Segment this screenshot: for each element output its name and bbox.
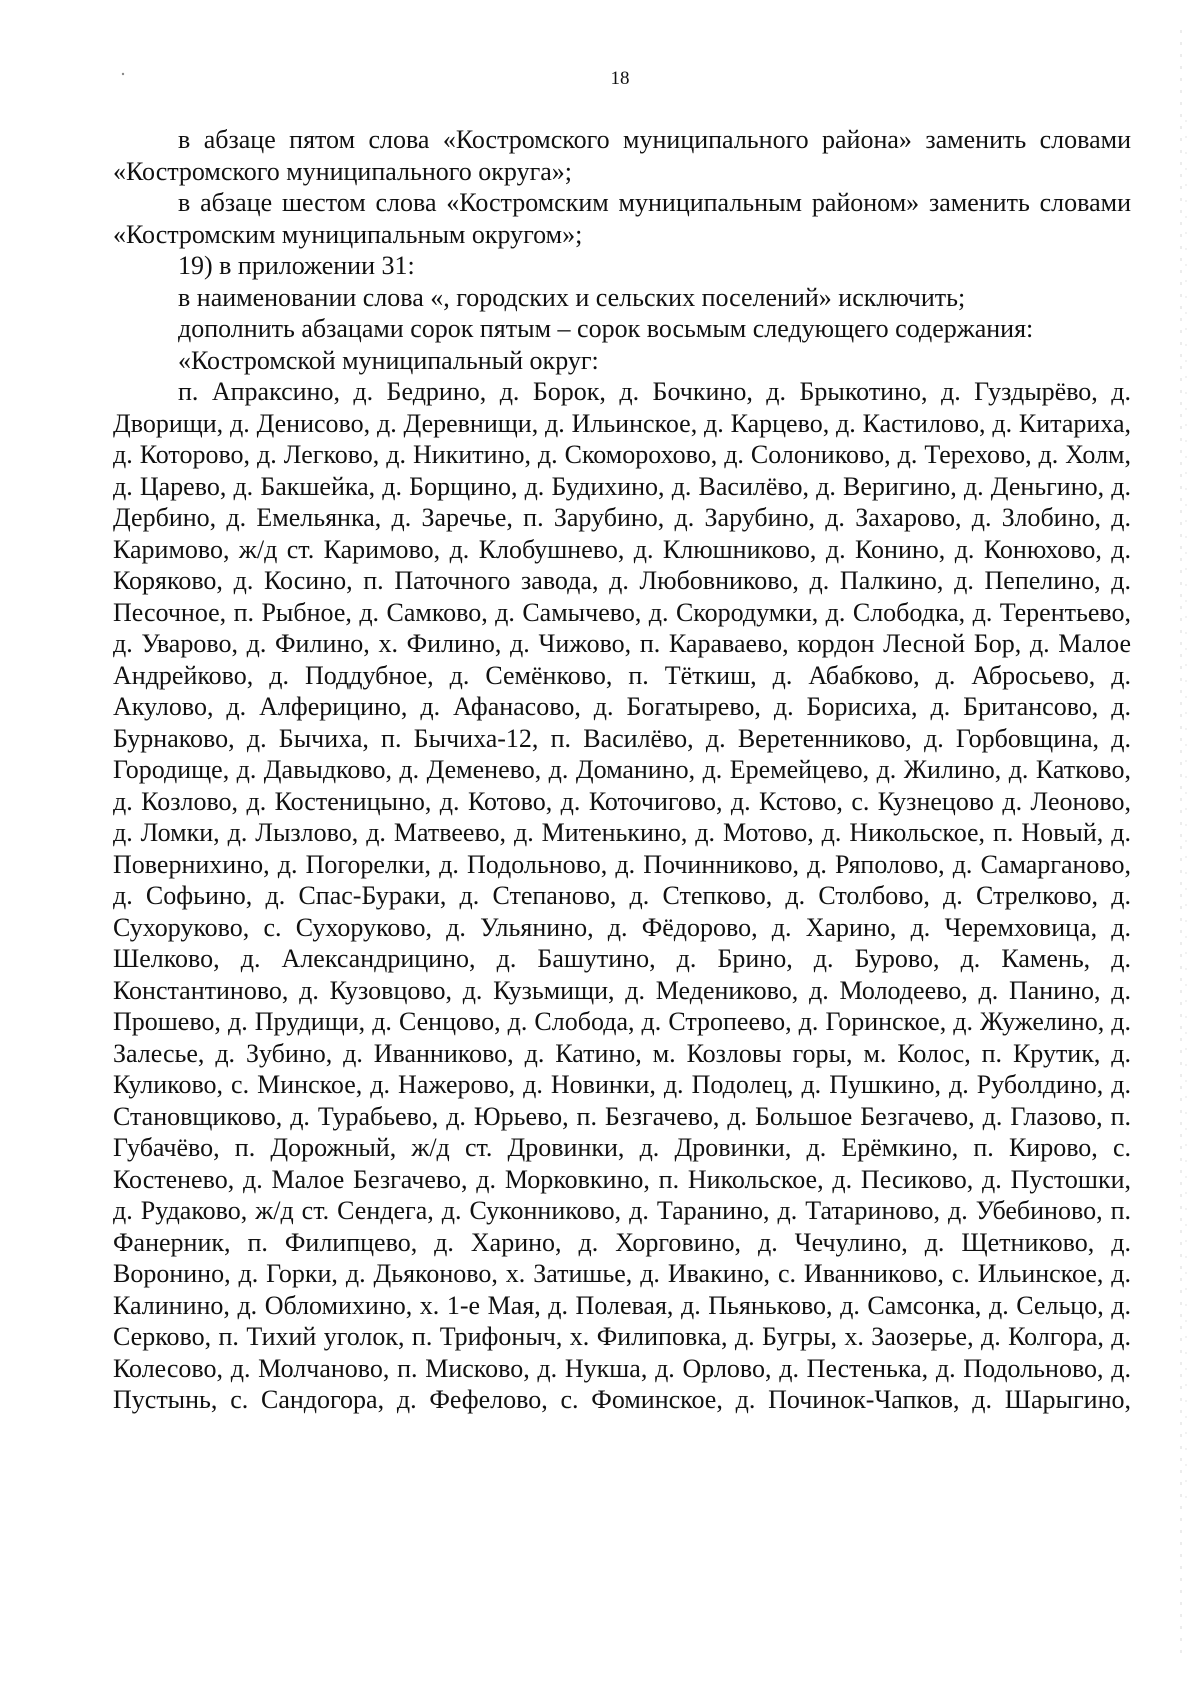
page-number: 18	[610, 68, 630, 89]
paragraph-amend-6: в абзаце шестом слова «Костромским муниципальным районом» заменить словами «Костромским муниципальным округом»;	[113, 188, 1131, 249]
settlements-list: п. Апраксино, д. Бедрино, д. Борок, д. Бочкино, д. Брыкотино, д. Гуздырёво, д. Дворищи, д. Денисово, д. Деревнищи, д. Ильинское, д. Карцево, д. Кастилово, д. Китариха, д. Которово, д. Легково, д. Никитино, д. Скоморохово, д. Солониково, д. Терехово, д. Холм, д. Царево, д. Бакшейка, д. Борщино, д. Будихино, д. Василёво, д. Веригино, д. Деньгино, д. Дербино, д. Емельянка, д. Заречье, п. Зарубино, д. Зарубино, д. Захарово, д. Злобино, д. Каримово, ж/д ст. Каримово, д. Клобушнево, д. Клюшниково, д. Конино, д. Конюхово, д. Коряково, д. Косино, п. Паточного завода, д. Любовниково, д. Палкино, д. Пепелино, д. Песочное, п. Рыбное, д. Самково, д. Самычево, д. Скородумки, д. Слободка, д. Терентьево, д. Уварово, д. Филино, х. Филино, д. Чижово, п. Караваево, кордон Лесной Бор, д. Малое Андрейково, д. Поддубное, д. Семёнково, п. Тёткиш, д. Абабково, д. Абросьево, д. Акулово, д. Алферицино, д. Афанасово, д. Богатырево, д. Борисиха, д. Британсово, д. Бурнаково, д. Бычиха, п. Бычиха-12, п. Василёво, д. Веретенниково, д. Горбовщина, д. Городище, д. Давыдково, д. Деменево, д. Доманино, д. Еремейцево, д. Жилино, д. Катково, д. Козлово, д. Костеницыно, д. Котово, д. Коточигово, д. Кстово, с. Кузнецово д. Леоново, д. Ломки, д. Лызлово, д. Матвеево, д. Митенькино, д. Мотово, д. Никольское, п. Новый, д. Повернихино, д. Погорелки, д. Подольново, д. Починниково, д. Ряполово, д. Самарганово, д. Софьино, д. Спас-Бураки, д. Степаново, д. Степково, д. Столбово, д. Стрелково, д. Сухоруково, с. Сухоруково, д. Ульянино, д. Фёдорово, д. Харино, д. Черемховица, д. Шелково, д. Александрицино, д. Башутино, д. Брино, д. Бурово, д. Камень, д. Константиново, д. Кузовцово, д. Кузьмищи, д. Медениково, д. Молодеево, д. Панино, д. Прошево, д. Прудищи, д. Сенцово, д. Слобода, д. Стропеево, д. Горинское, д. Жужелино, д. Залесье, д. Зубино, д. Иванниково, д. Катино, м. Козловы горы, м. Колос, п. Крутик, д. Куликово, с. Минское, д. Нажерово, д. Новинки, д. Подолец, д. Пушкино, д. Руболдино, д. Становщиково, д. Турабьево, д. Юрьево, п. Безгачево, д. Большое Безгачево, д. Глазово, п. Губачёво, п. Дорожный, ж/д ст. Дровинки, д. Дровинки, д. Ерёмкино, п. Кирово, с. Костенево, д. Малое Безгачево, д. Морковкино, п. Никольское, д. Песиково, д. Пустошки, д. Рудаково, ж/д ст. Сендега, д. Суконниково, д. Таранино, д. Татариново, д. Убебиново, п. Фанерник, п. Филипцево, д. Харино, д. Хорговино, д. Чечулино, д. Щетниково, д. Воронино, д. Горки, д. Дьяконово, х. Затишье, д. Ивакино, с. Иванниково, с. Ильинское, д. Калинино, д. Обломихино, х. 1-е Мая, д. Полевая, д. Пьяньково, д. Самсонка, д. Сельцо, д. Серково, п. Тихий уголок, п. Трифоныч, х. Филиповка, д. Бугры, х. Заозерье, д. Колгора, д. Колесово, д. Молчаново, п. Мисково, д. Нукша, д. Орлово, д. Пестенька, д. Подольново, д. Пустынь, с. Сандогора, д. Фефелово, с. Фоминское, д. Починок-Чапков, д. Шарыгино,	[113, 377, 1131, 1414]
document-body	[113, 124, 1131, 1416]
paragraph-amend-5: в абзаце пятом слова «Костромского муниципального района» заменить словами «Костромского муниципального округа»;	[113, 125, 1131, 186]
paragraph-appendix-31: 19) в приложении 31:	[178, 251, 415, 280]
paragraph-add-clauses: дополнить абзацами сорок пятым – сорок восьмым следующего содержания:	[178, 314, 1034, 343]
paragraph-title-change: в наименовании слова «, городских и сельских поселений» исключить;	[178, 282, 966, 312]
paragraph-district-heading: «Костромской муниципальный округ:	[178, 345, 599, 375]
